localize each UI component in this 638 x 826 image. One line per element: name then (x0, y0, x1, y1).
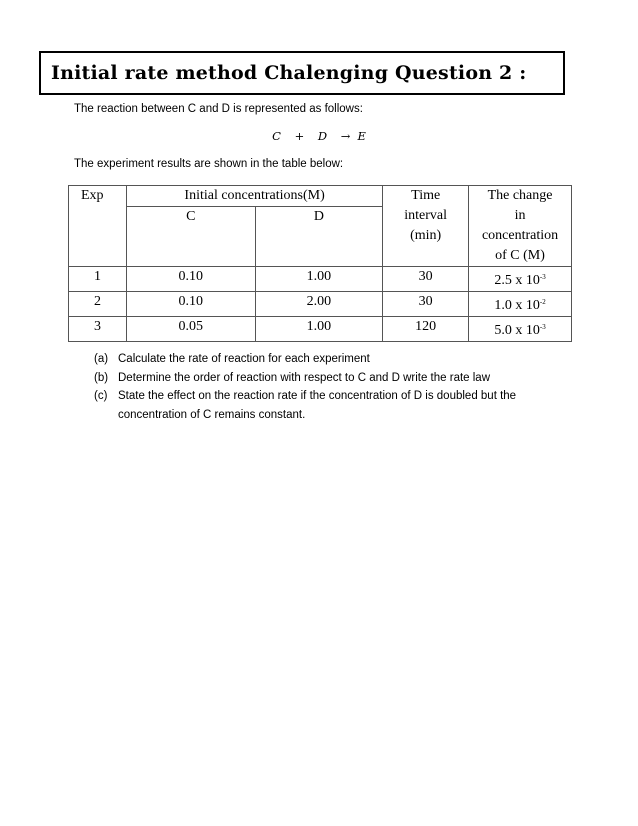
results-table (68, 185, 572, 342)
header-exp: Exp (69, 186, 127, 267)
reaction-arrow: → (340, 129, 351, 143)
question-text: Calculate the rate of reaction for each experiment (118, 353, 370, 365)
header-c: C (126, 207, 255, 267)
cell-change (469, 267, 572, 292)
question-item (94, 350, 534, 369)
question-item (94, 369, 534, 388)
table-row (69, 317, 572, 342)
table-intro-text: The experiment results are shown in the table below: (74, 158, 344, 170)
header-time-interval (383, 186, 469, 267)
change-exponent: -2 (539, 298, 546, 306)
product-e: E (357, 129, 366, 143)
table-row (69, 292, 572, 317)
header-change-line4: of C (M) (495, 248, 545, 263)
change-mantissa: 2.5 x 10 (494, 273, 540, 288)
question-marker: (c) (94, 390, 108, 402)
question-text: Determine the order of reaction with respect to C and D write the rate law (118, 371, 491, 384)
question-marker: (b) (94, 371, 109, 384)
cell-time: 120 (383, 317, 469, 342)
header-change-line1: The change (487, 188, 553, 203)
reaction-equation (0, 129, 638, 143)
question-list (94, 350, 534, 424)
question-item (94, 387, 534, 424)
cell-c: 0.10 (126, 267, 255, 292)
header-time-line1: Time (411, 188, 441, 203)
question-text: State the effect on the reaction rate if the concentration of D is doubled but the concentration of C remains constant. (118, 390, 517, 421)
change-mantissa: 1.0 x 10 (494, 298, 540, 313)
header-change-in-concentration (469, 186, 572, 267)
change-exponent: -3 (539, 323, 546, 331)
table-row (69, 267, 572, 292)
cell-d: 2.00 (255, 292, 383, 317)
header-time-line3: (min) (410, 228, 442, 243)
header-change-line3: concentration (481, 228, 559, 243)
cell-d: 1.00 (255, 317, 383, 342)
cell-change (469, 292, 572, 317)
reactant-d: D (317, 129, 328, 143)
reactant-c: C (272, 129, 281, 143)
cell-d: 1.00 (255, 267, 383, 292)
cell-c: 0.10 (126, 292, 255, 317)
header-d: D (255, 207, 383, 267)
page-title: Initial rate method Chalenging Question 2 : (51, 62, 527, 84)
cell-time: 30 (383, 292, 469, 317)
cell-time: 30 (383, 267, 469, 292)
change-mantissa: 5.0 x 10 (494, 323, 540, 338)
header-initial-concentrations: Initial concentrations(M) (126, 186, 382, 207)
cell-change (469, 317, 572, 342)
question-marker: (a) (94, 353, 109, 365)
intro-text: The reaction between C and D is represented as follows: (74, 103, 363, 115)
change-exponent: -3 (539, 273, 546, 281)
cell-exp: 3 (69, 317, 127, 342)
header-change-line2: in (514, 208, 526, 223)
cell-exp: 2 (69, 292, 127, 317)
title-box (39, 51, 565, 95)
cell-c: 0.05 (126, 317, 255, 342)
header-time-line2: interval (404, 208, 448, 223)
plus-sign: + (294, 129, 305, 143)
cell-exp: 1 (69, 267, 127, 292)
